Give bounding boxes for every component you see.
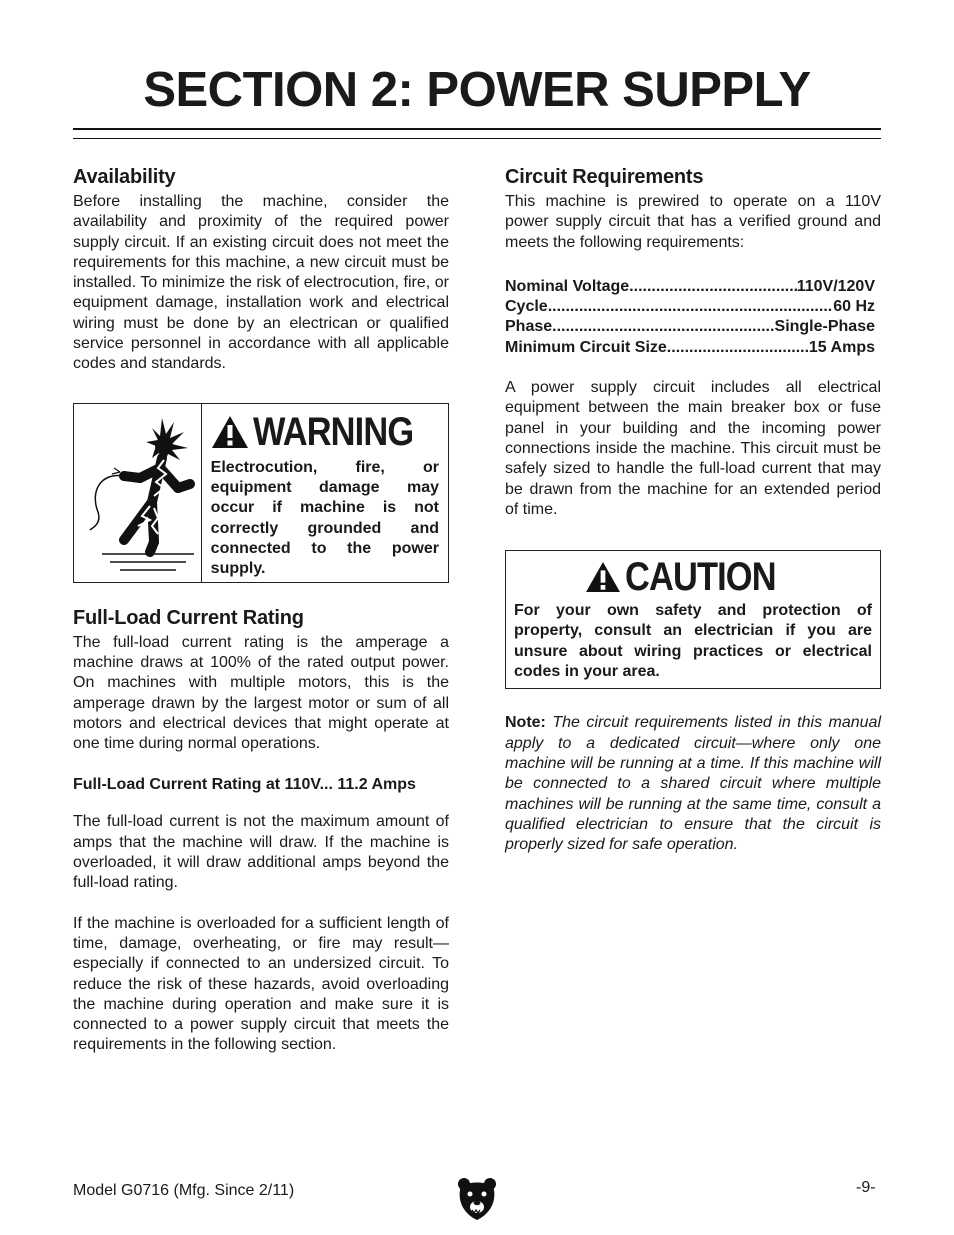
- left-column: [73, 166, 449, 1056]
- spec-list: [505, 277, 881, 358]
- right-column: [505, 166, 881, 855]
- warning-content: [202, 404, 448, 582]
- spec-row: [505, 317, 875, 337]
- page-number: -9-: [856, 1179, 876, 1196]
- circuit-description: A power supply circuit includes all electrical equipment between the main breaker box or fuse panel in your building and the incoming power connections inside the machine. This circuit must be safely sized to handle the full-load current that may be drawn from the machine for an extended period of time.: [505, 379, 881, 518]
- spec-value: 15 Amps: [808, 338, 875, 356]
- warning-message: Electrocution, fire, or equipment damage may occur if machine is not correctly grounded and connected to the power supply.: [210, 458, 439, 578]
- spec-value: Single-Phase: [774, 318, 875, 336]
- caution-message: For your own safety and protection of property, consult an electrician if you are unsure about wiring practices or electrical codes in your area.: [514, 602, 872, 681]
- availability-text: Before installing the machine, consider the availability and proximity of the required power supply circuit. If an existing circuit does not meet the requirements for this machine, a new circuit must be installed. To minimize the risk of electrocution, fire, or equipment damage, installation work and electrical wiring must be done by an electrican or qualified service personnel in accordance with all applicable codes and standards.: [73, 193, 449, 373]
- page-title: SECTION 2: POWER SUPPLY: [143, 63, 811, 117]
- spec-row: [505, 297, 875, 317]
- warning-triangle-icon: [211, 415, 249, 449]
- caution-label: CAUTION: [625, 555, 777, 600]
- note-label: Note:: [505, 714, 546, 732]
- warning-box: [73, 403, 449, 583]
- caution-badge: [514, 555, 872, 599]
- title-rule-thick: [73, 128, 881, 130]
- spec-row: [505, 277, 875, 297]
- bear-head-logo-icon: [456, 1176, 498, 1227]
- flc-text-3: If the machine is overloaded for a sufficient length of time, damage, overheating, or fire may result—especially if connected to an undersized circuit. To reduce the risk of these hazards, avoid overloading the machine during operation and make sure it is connected to a power supply circuit that meets the requirements in the following section.: [73, 914, 449, 1054]
- flc-rating-line: Full-Load Current Rating at 110V... 11.2 Amps: [73, 776, 416, 794]
- footer-model: Model G0716 (Mfg. Since 2/11): [73, 1182, 295, 1199]
- electrocution-icon: [74, 404, 202, 582]
- note: [505, 713, 881, 855]
- availability-heading: Availability: [73, 166, 176, 188]
- circuit-heading: Circuit Requirements: [505, 166, 704, 188]
- flc-heading: Full-Load Current Rating: [73, 606, 304, 629]
- spec-label: Nominal Voltage: [505, 277, 630, 295]
- title-rule-thin: [73, 138, 881, 139]
- flc-text-1: The full-load current rating is the amperage a machine draws at 100% of the rated output power. On machines with multiple motors, this is the amperage drawn by the largest motor or sum of all motors and electrical devices that might operate at one time during normal operations.: [73, 633, 449, 753]
- caution-box: [505, 550, 881, 689]
- spec-value: 60 Hz: [833, 298, 875, 316]
- spec-row: [505, 338, 875, 358]
- spec-value: 110V/120V: [796, 277, 875, 295]
- spec-label: Minimum Circuit Size: [505, 338, 667, 356]
- warning-badge: [211, 410, 439, 454]
- warning-label: WARNING: [252, 409, 413, 454]
- caution-triangle-icon: [585, 561, 621, 593]
- note-text: The circuit requirements listed in this manual apply to a dedicated circuit—where only one machine will be running at a time. If this machine will be connected to a shared circuit where multiple machines will be running at the same time, consult a qualified electrician to ensure that the circuit is properly sized for safe operation.: [505, 714, 882, 854]
- circuit-intro: This machine is prewired to operate on a 110V power supply circuit that has a verified ground and meets the following requirements:: [505, 193, 881, 251]
- spec-label: Phase: [505, 318, 553, 336]
- spec-label: Cycle: [505, 298, 548, 316]
- flc-text-2: The full-load current is not the maximum amount of amps that the machine will draw. If the machine is overloaded, it will draw additional amps beyond the full-load rating.: [73, 813, 449, 892]
